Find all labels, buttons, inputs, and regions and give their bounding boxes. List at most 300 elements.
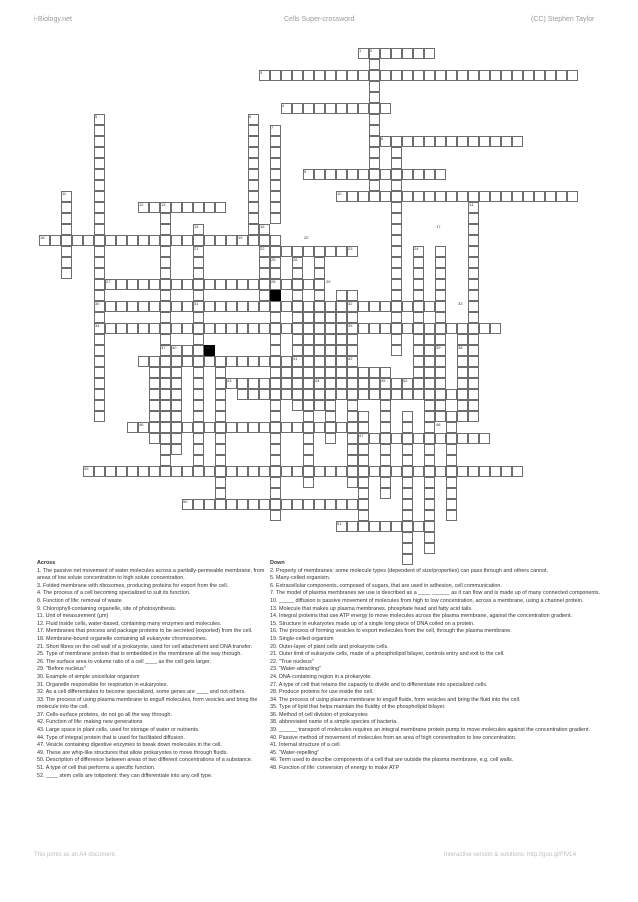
grid-cell[interactable] [446, 455, 457, 466]
grid-cell[interactable] [468, 213, 479, 224]
grid-cell[interactable] [468, 433, 479, 444]
grid-cell[interactable] [292, 103, 303, 114]
grid-cell[interactable] [490, 323, 501, 334]
grid-cell[interactable] [259, 279, 270, 290]
grid-cell[interactable] [457, 466, 468, 477]
grid-cell[interactable] [402, 543, 413, 554]
grid-cell[interactable] [127, 279, 138, 290]
grid-cell[interactable] [391, 389, 402, 400]
grid-cell[interactable] [347, 345, 358, 356]
grid-cell[interactable] [435, 169, 446, 180]
grid-cell[interactable] [270, 488, 281, 499]
grid-cell[interactable] [61, 235, 72, 246]
grid-cell[interactable] [160, 367, 171, 378]
grid-cell[interactable] [380, 191, 391, 202]
grid-cell[interactable] [105, 235, 116, 246]
grid-cell[interactable] [446, 323, 457, 334]
grid-cell[interactable] [149, 301, 160, 312]
grid-cell[interactable] [424, 400, 435, 411]
grid-cell[interactable] [424, 521, 435, 532]
grid-cell[interactable] [391, 312, 402, 323]
grid-cell[interactable] [292, 400, 303, 411]
grid-cell[interactable] [171, 422, 182, 433]
grid-cell[interactable] [380, 389, 391, 400]
grid-cell[interactable] [237, 422, 248, 433]
grid-cell[interactable] [215, 378, 226, 389]
grid-cell[interactable] [358, 477, 369, 488]
grid-cell[interactable] [380, 488, 391, 499]
grid-cell[interactable] [369, 114, 380, 125]
grid-cell[interactable] [347, 400, 358, 411]
grid-cell[interactable] [248, 202, 259, 213]
grid-cell[interactable] [402, 433, 413, 444]
grid-cell[interactable] [270, 477, 281, 488]
grid-cell[interactable] [468, 290, 479, 301]
grid-cell[interactable] [138, 356, 149, 367]
grid-cell[interactable] [435, 312, 446, 323]
grid-cell[interactable] [314, 367, 325, 378]
grid-cell[interactable] [303, 70, 314, 81]
grid-cell[interactable] [193, 455, 204, 466]
grid-cell[interactable] [336, 499, 347, 510]
grid-cell[interactable] [193, 235, 204, 246]
grid-cell[interactable] [380, 521, 391, 532]
grid-cell[interactable] [105, 323, 116, 334]
grid-cell[interactable] [314, 312, 325, 323]
grid-cell[interactable] [325, 246, 336, 257]
grid-cell[interactable] [534, 70, 545, 81]
grid-cell[interactable] [424, 345, 435, 356]
grid-cell[interactable] [193, 378, 204, 389]
grid-cell[interactable] [413, 48, 424, 59]
grid-cell[interactable] [303, 422, 314, 433]
grid-cell[interactable] [336, 246, 347, 257]
grid-cell[interactable] [413, 356, 424, 367]
grid-cell[interactable] [424, 543, 435, 554]
grid-cell[interactable] [138, 466, 149, 477]
grid-cell[interactable] [182, 466, 193, 477]
grid-cell[interactable] [193, 433, 204, 444]
grid-cell[interactable] [358, 367, 369, 378]
grid-cell[interactable] [336, 103, 347, 114]
grid-cell[interactable] [424, 378, 435, 389]
grid-cell[interactable] [391, 257, 402, 268]
grid-cell[interactable] [94, 466, 105, 477]
grid-cell[interactable] [402, 521, 413, 532]
grid-cell[interactable] [303, 356, 314, 367]
grid-cell[interactable] [281, 422, 292, 433]
grid-cell[interactable] [160, 411, 171, 422]
grid-cell[interactable] [237, 466, 248, 477]
grid-cell[interactable] [325, 103, 336, 114]
grid-cell[interactable] [490, 191, 501, 202]
grid-cell[interactable] [402, 323, 413, 334]
grid-cell[interactable] [347, 444, 358, 455]
grid-cell[interactable] [457, 411, 468, 422]
grid-cell[interactable] [149, 279, 160, 290]
grid-cell[interactable] [336, 345, 347, 356]
grid-cell[interactable] [490, 136, 501, 147]
grid-cell[interactable] [336, 334, 347, 345]
grid-cell[interactable] [369, 521, 380, 532]
grid-cell[interactable] [523, 70, 534, 81]
grid-cell[interactable] [171, 411, 182, 422]
grid-cell[interactable] [215, 466, 226, 477]
grid-cell[interactable] [523, 191, 534, 202]
grid-cell[interactable] [402, 191, 413, 202]
grid-cell[interactable] [171, 444, 182, 455]
grid-cell[interactable] [94, 290, 105, 301]
grid-cell[interactable] [358, 103, 369, 114]
grid-cell[interactable] [314, 257, 325, 268]
grid-cell[interactable] [281, 323, 292, 334]
grid-cell[interactable] [138, 235, 149, 246]
grid-cell[interactable] [435, 400, 446, 411]
grid-cell[interactable] [358, 521, 369, 532]
grid-cell[interactable] [303, 246, 314, 257]
grid-cell[interactable] [303, 367, 314, 378]
grid-cell[interactable] [369, 389, 380, 400]
grid-cell[interactable] [479, 466, 490, 477]
grid-cell[interactable] [358, 455, 369, 466]
grid-cell[interactable] [116, 301, 127, 312]
grid-cell[interactable] [160, 356, 171, 367]
grid-cell[interactable] [424, 422, 435, 433]
grid-cell[interactable] [512, 466, 523, 477]
grid-cell[interactable] [193, 334, 204, 345]
grid-cell[interactable] [259, 499, 270, 510]
grid-cell[interactable] [204, 301, 215, 312]
grid-cell[interactable] [347, 290, 358, 301]
grid-cell[interactable] [402, 532, 413, 543]
grid-cell[interactable] [160, 455, 171, 466]
grid-cell[interactable] [391, 378, 402, 389]
grid-cell[interactable] [292, 279, 303, 290]
grid-cell[interactable] [171, 323, 182, 334]
grid-cell[interactable] [160, 224, 171, 235]
grid-cell[interactable] [94, 345, 105, 356]
grid-cell[interactable] [468, 389, 479, 400]
grid-cell[interactable] [303, 411, 314, 422]
grid-cell[interactable] [160, 213, 171, 224]
grid-cell[interactable] [116, 466, 127, 477]
grid-cell[interactable] [358, 510, 369, 521]
grid-cell[interactable] [413, 466, 424, 477]
grid-cell[interactable] [468, 334, 479, 345]
grid-cell[interactable] [94, 158, 105, 169]
grid-cell[interactable] [435, 411, 446, 422]
grid-cell[interactable] [424, 466, 435, 477]
grid-cell[interactable] [281, 70, 292, 81]
grid-cell[interactable] [83, 235, 94, 246]
grid-cell[interactable] [94, 389, 105, 400]
grid-cell[interactable] [457, 367, 468, 378]
grid-cell[interactable] [61, 246, 72, 257]
grid-cell[interactable] [204, 323, 215, 334]
grid-cell[interactable] [413, 323, 424, 334]
grid-cell[interactable] [182, 356, 193, 367]
grid-cell[interactable] [160, 389, 171, 400]
grid-cell[interactable] [193, 345, 204, 356]
grid-cell[interactable] [193, 422, 204, 433]
grid-cell[interactable] [391, 345, 402, 356]
grid-cell[interactable] [424, 334, 435, 345]
grid-cell[interactable] [248, 389, 259, 400]
grid-cell[interactable] [314, 334, 325, 345]
grid-cell[interactable] [215, 367, 226, 378]
grid-cell[interactable] [446, 191, 457, 202]
grid-cell[interactable] [292, 389, 303, 400]
grid-cell[interactable] [160, 312, 171, 323]
grid-cell[interactable] [292, 323, 303, 334]
grid-cell[interactable] [325, 312, 336, 323]
grid-cell[interactable] [270, 70, 281, 81]
grid-cell[interactable] [380, 48, 391, 59]
grid-cell[interactable] [270, 334, 281, 345]
grid-cell[interactable] [259, 301, 270, 312]
grid-cell[interactable] [193, 257, 204, 268]
grid-cell[interactable] [281, 367, 292, 378]
grid-cell[interactable] [391, 180, 402, 191]
grid-cell[interactable] [259, 422, 270, 433]
grid-cell[interactable] [325, 70, 336, 81]
grid-cell[interactable] [325, 378, 336, 389]
grid-cell[interactable] [391, 224, 402, 235]
grid-cell[interactable] [446, 499, 457, 510]
grid-cell[interactable] [402, 169, 413, 180]
grid-cell[interactable] [402, 488, 413, 499]
grid-cell[interactable] [468, 301, 479, 312]
grid-cell[interactable] [292, 334, 303, 345]
grid-cell[interactable] [226, 301, 237, 312]
grid-cell[interactable] [270, 169, 281, 180]
grid-cell[interactable] [270, 158, 281, 169]
grid-cell[interactable] [391, 213, 402, 224]
grid-cell[interactable] [325, 411, 336, 422]
grid-cell[interactable] [292, 301, 303, 312]
grid-cell[interactable] [171, 466, 182, 477]
grid-cell[interactable] [215, 389, 226, 400]
grid-cell[interactable] [380, 433, 391, 444]
grid-cell[interactable] [61, 224, 72, 235]
grid-cell[interactable] [314, 356, 325, 367]
grid-cell[interactable] [314, 400, 325, 411]
grid-cell[interactable] [336, 290, 347, 301]
grid-cell[interactable] [314, 290, 325, 301]
grid-cell[interactable] [226, 235, 237, 246]
grid-cell[interactable] [424, 444, 435, 455]
grid-cell[interactable] [314, 345, 325, 356]
grid-cell[interactable] [457, 136, 468, 147]
grid-cell[interactable] [204, 356, 215, 367]
grid-cell[interactable] [237, 323, 248, 334]
grid-cell[interactable] [391, 433, 402, 444]
grid-cell[interactable] [215, 422, 226, 433]
grid-cell[interactable] [182, 422, 193, 433]
grid-cell[interactable] [336, 367, 347, 378]
grid-cell[interactable] [391, 334, 402, 345]
grid-cell[interactable] [391, 268, 402, 279]
grid-cell[interactable] [171, 433, 182, 444]
grid-cell[interactable] [193, 400, 204, 411]
grid-cell[interactable] [270, 378, 281, 389]
grid-cell[interactable] [424, 136, 435, 147]
grid-cell[interactable] [215, 323, 226, 334]
grid-cell[interactable] [237, 499, 248, 510]
grid-cell[interactable] [347, 103, 358, 114]
grid-cell[interactable] [435, 268, 446, 279]
grid-cell[interactable] [94, 279, 105, 290]
grid-cell[interactable] [391, 191, 402, 202]
grid-cell[interactable] [358, 499, 369, 510]
grid-cell[interactable] [193, 202, 204, 213]
grid-cell[interactable] [94, 125, 105, 136]
grid-cell[interactable] [292, 70, 303, 81]
grid-cell[interactable] [402, 422, 413, 433]
grid-cell[interactable] [413, 257, 424, 268]
grid-cell[interactable] [325, 301, 336, 312]
grid-cell[interactable] [457, 323, 468, 334]
grid-cell[interactable] [435, 290, 446, 301]
grid-cell[interactable] [270, 246, 281, 257]
grid-cell[interactable] [259, 257, 270, 268]
grid-cell[interactable] [435, 356, 446, 367]
grid-cell[interactable] [369, 158, 380, 169]
grid-cell[interactable] [413, 290, 424, 301]
grid-cell[interactable] [171, 400, 182, 411]
grid-cell[interactable] [94, 378, 105, 389]
grid-cell[interactable] [248, 279, 259, 290]
grid-cell[interactable] [204, 466, 215, 477]
grid-cell[interactable] [215, 477, 226, 488]
grid-cell[interactable] [248, 125, 259, 136]
grid-cell[interactable] [380, 422, 391, 433]
grid-cell[interactable] [182, 279, 193, 290]
grid-cell[interactable] [281, 466, 292, 477]
grid-cell[interactable] [171, 367, 182, 378]
grid-cell[interactable] [435, 433, 446, 444]
grid-cell[interactable] [435, 257, 446, 268]
grid-cell[interactable] [347, 422, 358, 433]
grid-cell[interactable] [127, 323, 138, 334]
grid-cell[interactable] [138, 279, 149, 290]
grid-cell[interactable] [292, 268, 303, 279]
grid-cell[interactable] [369, 103, 380, 114]
grid-cell[interactable] [270, 301, 281, 312]
grid-cell[interactable] [391, 246, 402, 257]
grid-cell[interactable] [292, 312, 303, 323]
grid-cell[interactable] [259, 466, 270, 477]
grid-cell[interactable] [303, 466, 314, 477]
grid-cell[interactable] [446, 389, 457, 400]
grid-cell[interactable] [380, 466, 391, 477]
grid-cell[interactable] [160, 257, 171, 268]
grid-cell[interactable] [248, 169, 259, 180]
grid-cell[interactable] [457, 334, 468, 345]
grid-cell[interactable] [358, 422, 369, 433]
grid-cell[interactable] [215, 488, 226, 499]
grid-cell[interactable] [424, 169, 435, 180]
grid-cell[interactable] [94, 191, 105, 202]
grid-cell[interactable] [446, 466, 457, 477]
grid-cell[interactable] [248, 191, 259, 202]
grid-cell[interactable] [270, 191, 281, 202]
grid-cell[interactable] [160, 279, 171, 290]
grid-cell[interactable] [160, 323, 171, 334]
grid-cell[interactable] [138, 301, 149, 312]
grid-cell[interactable] [446, 136, 457, 147]
grid-cell[interactable] [314, 70, 325, 81]
grid-cell[interactable] [193, 268, 204, 279]
grid-cell[interactable] [347, 499, 358, 510]
grid-cell[interactable] [149, 202, 160, 213]
grid-cell[interactable] [215, 301, 226, 312]
grid-cell[interactable] [424, 48, 435, 59]
grid-cell[interactable] [270, 389, 281, 400]
grid-cell[interactable] [556, 70, 567, 81]
grid-cell[interactable] [380, 400, 391, 411]
grid-cell[interactable] [94, 334, 105, 345]
grid-cell[interactable] [347, 466, 358, 477]
grid-cell[interactable] [468, 323, 479, 334]
grid-cell[interactable] [391, 323, 402, 334]
grid-cell[interactable] [314, 268, 325, 279]
grid-cell[interactable] [402, 136, 413, 147]
grid-cell[interactable] [248, 235, 259, 246]
grid-cell[interactable] [369, 81, 380, 92]
grid-cell[interactable] [325, 169, 336, 180]
grid-cell[interactable] [105, 301, 116, 312]
grid-cell[interactable] [413, 301, 424, 312]
grid-cell[interactable] [292, 378, 303, 389]
grid-cell[interactable] [303, 279, 314, 290]
grid-cell[interactable] [270, 268, 281, 279]
grid-cell[interactable] [457, 70, 468, 81]
grid-cell[interactable] [314, 279, 325, 290]
grid-cell[interactable] [435, 323, 446, 334]
grid-cell[interactable] [325, 334, 336, 345]
grid-cell[interactable] [391, 202, 402, 213]
grid-cell[interactable] [314, 323, 325, 334]
grid-cell[interactable] [424, 70, 435, 81]
grid-cell[interactable] [270, 499, 281, 510]
grid-cell[interactable] [149, 235, 160, 246]
grid-cell[interactable] [446, 422, 457, 433]
grid-cell[interactable] [424, 477, 435, 488]
grid-cell[interactable] [347, 191, 358, 202]
grid-cell[interactable] [204, 422, 215, 433]
grid-cell[interactable] [94, 246, 105, 257]
grid-cell[interactable] [237, 389, 248, 400]
grid-cell[interactable] [160, 334, 171, 345]
grid-cell[interactable] [391, 521, 402, 532]
grid-cell[interactable] [391, 136, 402, 147]
grid-cell[interactable] [94, 257, 105, 268]
grid-cell[interactable] [556, 191, 567, 202]
grid-cell[interactable] [325, 422, 336, 433]
grid-cell[interactable] [149, 323, 160, 334]
grid-cell[interactable] [424, 510, 435, 521]
grid-cell[interactable] [545, 191, 556, 202]
grid-cell[interactable] [369, 70, 380, 81]
grid-cell[interactable] [303, 345, 314, 356]
grid-cell[interactable] [215, 279, 226, 290]
grid-cell[interactable] [182, 301, 193, 312]
grid-cell[interactable] [303, 477, 314, 488]
grid-cell[interactable] [413, 70, 424, 81]
grid-cell[interactable] [435, 136, 446, 147]
grid-cell[interactable] [325, 389, 336, 400]
